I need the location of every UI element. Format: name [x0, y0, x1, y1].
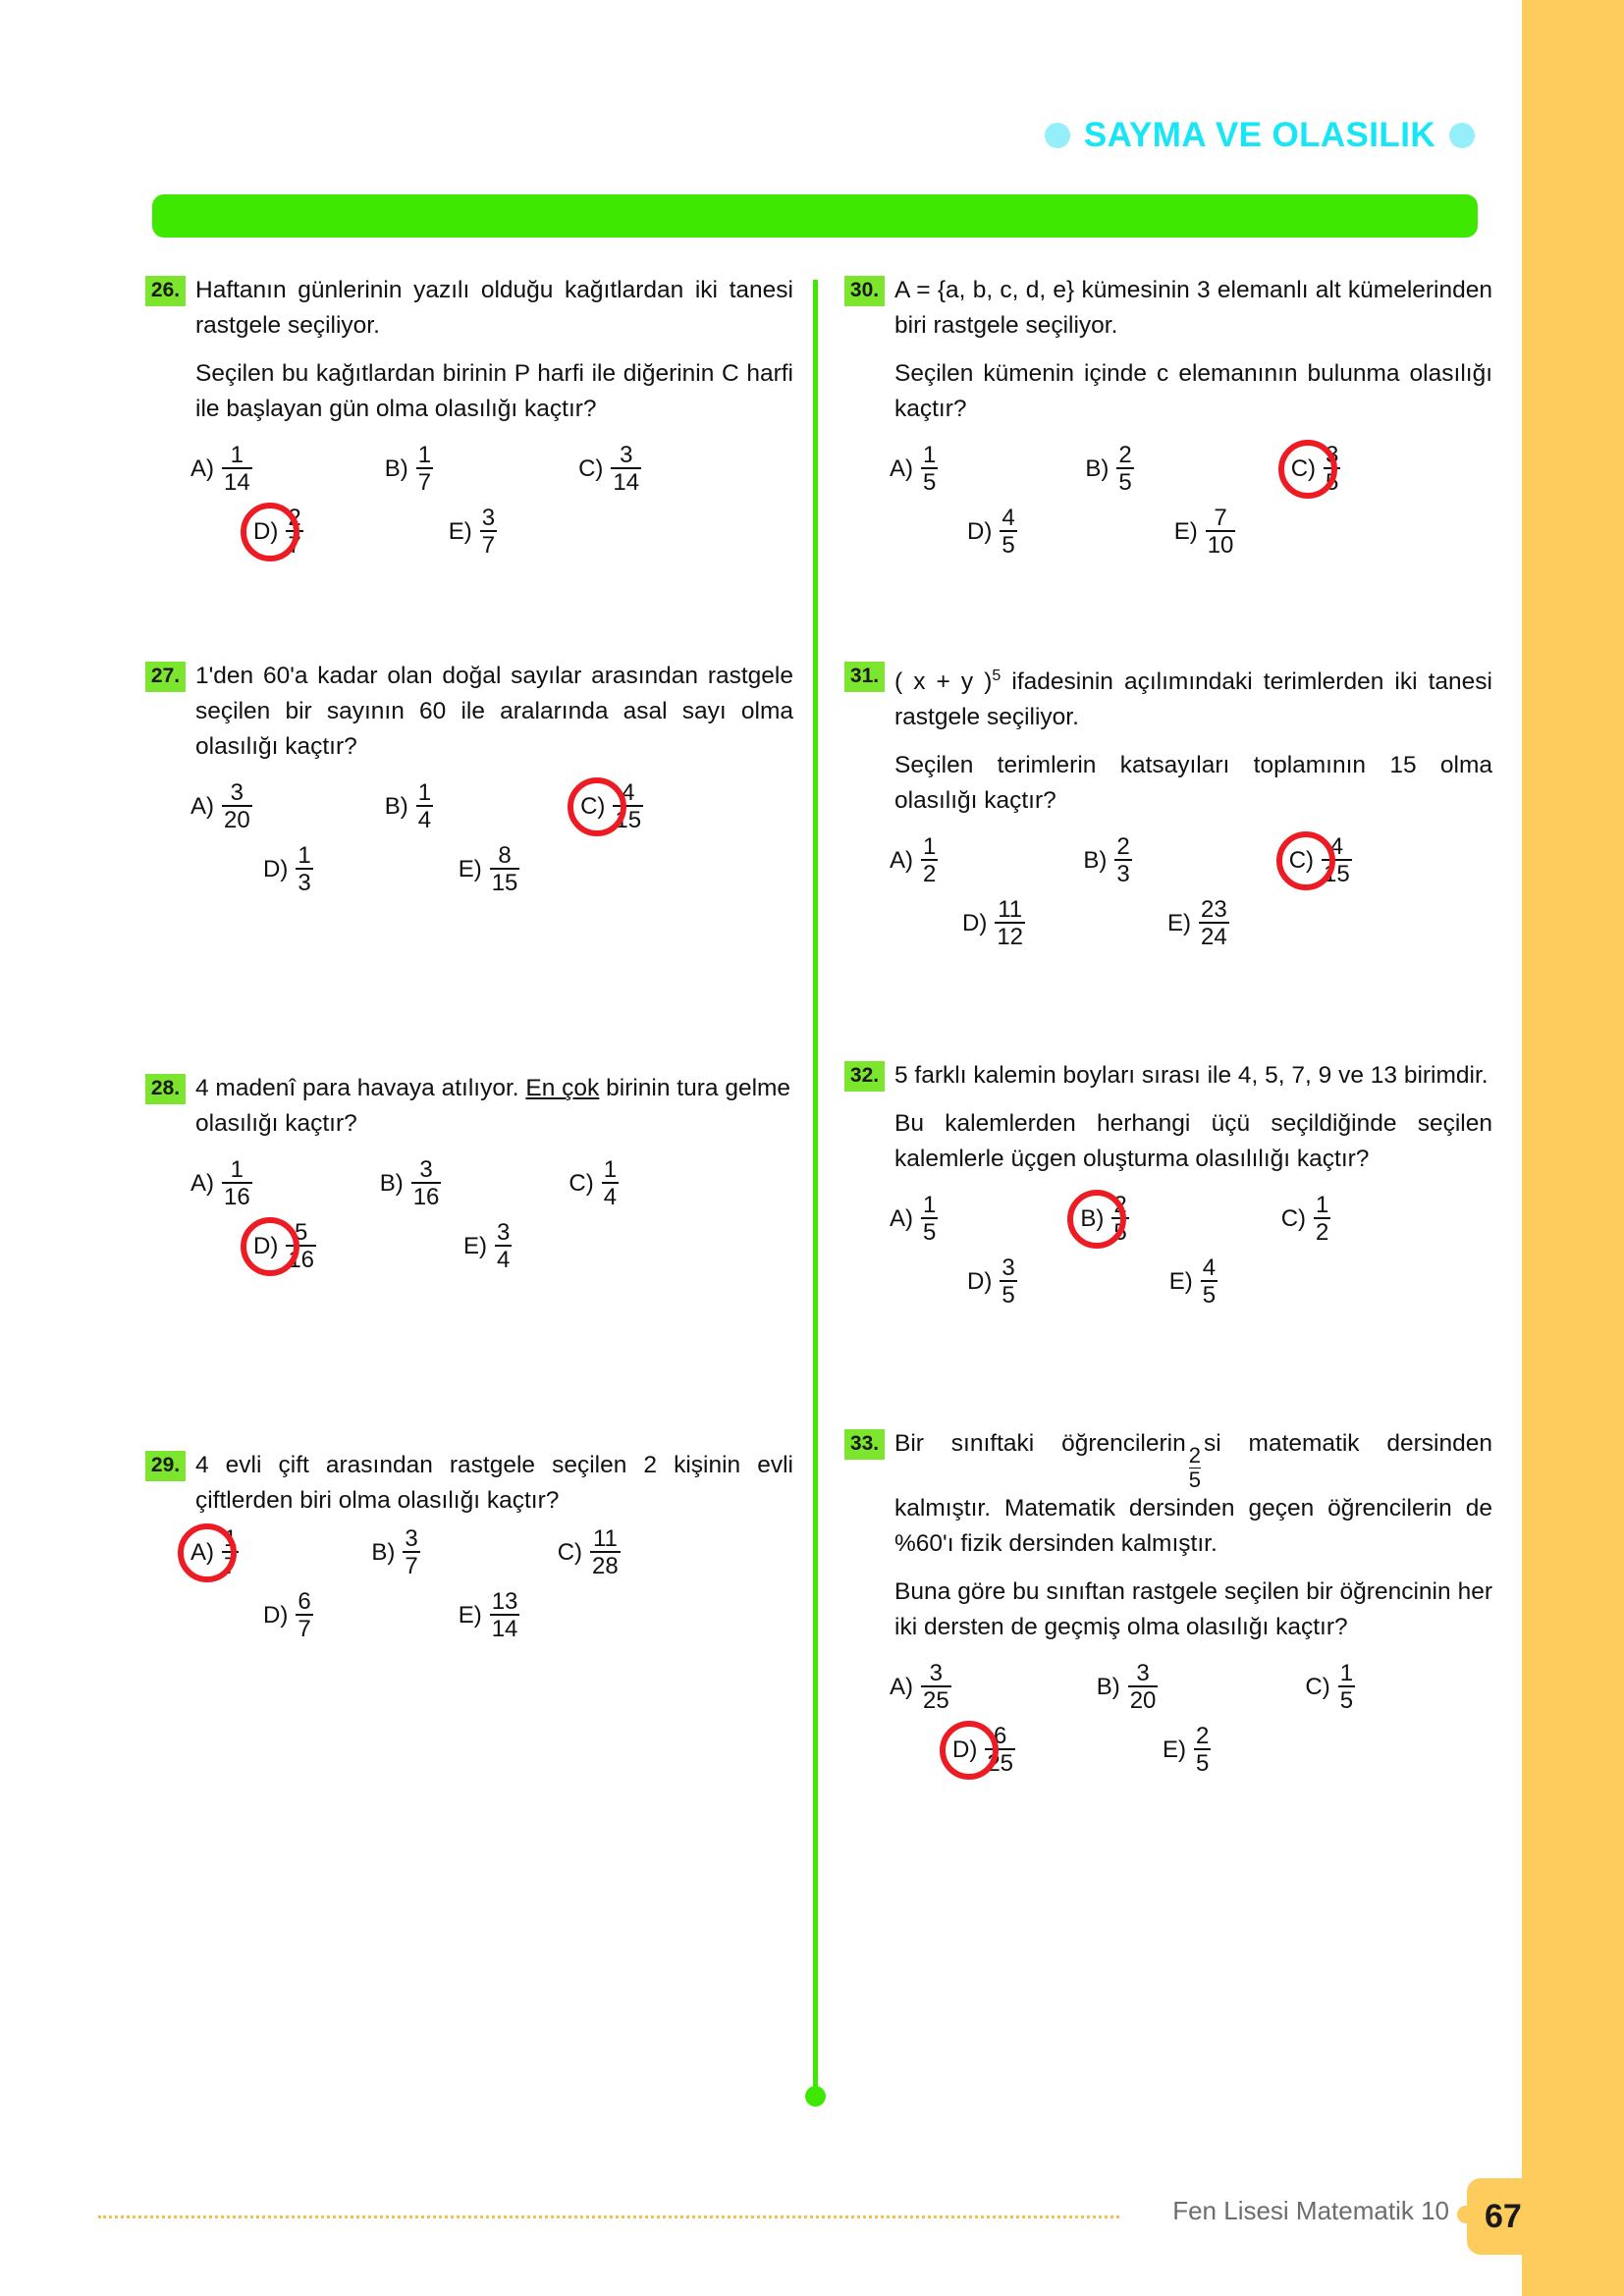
question-text: Buna göre bu sınıftan rastgele seçilen bir öğrencinin her iki dersten de geçmiş olma olasılığı kaçtır? — [894, 1578, 1492, 1641]
question-text — [195, 1071, 793, 1142]
answer-options — [145, 1526, 793, 1652]
option-c[interactable]: C) $\frac{1}{5}$ — [1305, 1660, 1354, 1715]
question-number-badge: 26. — [145, 276, 186, 306]
option-b[interactable]: B) $\frac{2}{5}$ — [1085, 442, 1132, 497]
question-33 — [844, 1426, 1492, 1787]
question-text — [894, 659, 1492, 735]
right-edge-band — [1522, 0, 1624, 2296]
option-c[interactable]: C) $\frac{3}{14}$ — [578, 442, 640, 497]
question-text: A = {a, b, c, d, e} kümesinin 3 elemanlı alt kümelerinden biri rastgele seçiliyor. — [894, 277, 1492, 339]
option-e[interactable]: E) $\frac{3}{4}$ — [463, 1219, 511, 1274]
question-29 — [145, 1448, 793, 1652]
question-number-badge: 29. — [145, 1451, 186, 1481]
option-d[interactable]: D) $\frac{11}{12}$ — [962, 896, 1024, 951]
question-number-badge: 27. — [145, 662, 186, 692]
option-a[interactable]: A) $\frac{1}{5}$ — [890, 1192, 937, 1247]
option-b[interactable]: B) $\frac{2}{3}$ — [1083, 833, 1130, 888]
option-c[interactable]: C) $\frac{3}{5}$ — [1290, 442, 1339, 497]
question-number-badge: 32. — [844, 1061, 885, 1092]
question-number-badge: 31. — [844, 662, 885, 692]
option-e[interactable]: E) $\frac{4}{5}$ — [1168, 1255, 1217, 1309]
answer-options — [844, 834, 1492, 960]
question-number-badge: 28. — [145, 1074, 186, 1104]
option-c[interactable]: C) $\frac{4}{15}$ — [1288, 833, 1350, 888]
question-text-part2: birinin tura gelme olasılığı kaçtır? — [195, 1075, 791, 1137]
answer-options — [145, 1157, 793, 1283]
column-divider — [813, 280, 818, 2094]
column-divider-end-dot-icon — [805, 2086, 826, 2107]
option-d[interactable]: D) $\frac{4}{5}$ — [967, 505, 1015, 560]
answer-options — [145, 443, 793, 568]
option-c[interactable]: C) $\frac{4}{15}$ — [580, 779, 642, 834]
header-dot-left-icon — [1045, 123, 1070, 148]
inline-fraction: $\frac{2}{5}$ — [1188, 1443, 1201, 1492]
question-text: 5 farklı kalemin boyları sırası ile 4, 5, 7, 9 ve 13 birimdir. — [894, 1062, 1489, 1090]
answer-options — [844, 1661, 1492, 1787]
option-a[interactable]: A) $\frac{1}{5}$ — [890, 442, 937, 497]
binomial-exponent: 5 — [992, 667, 1001, 684]
option-c[interactable]: C) $\frac{1}{4}$ — [568, 1156, 618, 1211]
option-d[interactable]: D) $\frac{6}{25}$ — [952, 1723, 1014, 1778]
question-text-part1: 4 madenî para havaya atılıyor. — [195, 1075, 526, 1101]
question-text: Seçilen terimlerin katsayıları toplamının 15 olma olasılığı kaçtır? — [894, 752, 1492, 815]
option-a[interactable]: A) $\frac{1}{16}$ — [190, 1156, 250, 1211]
option-a[interactable]: A) $\frac{3}{25}$ — [890, 1660, 949, 1715]
question-text: 1'den 60'a kadar olan doğal sayılar arasından rastgele seçilen bir sayının 60 ile aralarında asal sayı olma olasılığı kaçtır? — [195, 663, 793, 760]
option-b[interactable]: B) $\frac{3}{16}$ — [379, 1156, 440, 1211]
option-a[interactable]: A) $\frac{1}{2}$ — [890, 833, 937, 888]
option-a[interactable]: A) $\frac{3}{20}$ — [190, 779, 250, 834]
question-text: Bu kalemlerden herhangi üçü seçildiğinde seçilen kalemlerle üçgen oluşturma olasılılığı kaçtır? — [894, 1110, 1492, 1173]
option-d[interactable]: D) $\frac{3}{5}$ — [967, 1255, 1015, 1309]
option-c[interactable]: C) $\frac{11}{28}$ — [557, 1525, 619, 1580]
question-text — [894, 1426, 1492, 1562]
question-text-rest: ifadesinin açılımındaki terimlerden iki tanesi rastgele seçiliyor. — [894, 668, 1492, 731]
option-e[interactable]: E) $\frac{8}{15}$ — [458, 842, 518, 897]
answer-options — [145, 780, 793, 906]
right-column — [844, 273, 1492, 1787]
book-title: Fen Lisesi Matematik 10 — [1172, 2196, 1449, 2225]
option-a[interactable]: A) $\frac{1}{7}$ — [190, 1525, 238, 1580]
option-e[interactable]: E) $\frac{7}{10}$ — [1173, 505, 1234, 560]
page-title: SAYMA VE OLASILIK — [1083, 116, 1435, 154]
option-e[interactable]: E) $\frac{13}{14}$ — [458, 1588, 518, 1643]
option-b[interactable]: B) $\frac{3}{7}$ — [371, 1525, 418, 1580]
answer-options — [844, 443, 1492, 568]
question-26 — [145, 273, 793, 568]
left-column — [145, 273, 793, 1652]
footer-dotted-rule — [98, 2216, 1119, 2218]
option-b[interactable]: B) $\frac{2}{5}$ — [1080, 1192, 1127, 1247]
question-27 — [145, 659, 793, 906]
question-28 — [145, 1071, 793, 1283]
option-e[interactable]: E) $\frac{23}{24}$ — [1167, 896, 1227, 951]
question-number-badge: 30. — [844, 276, 885, 306]
option-d[interactable]: D) $\frac{1}{3}$ — [263, 842, 311, 897]
page-number: 67 — [1485, 2197, 1522, 2235]
question-text-post: si matematik dersinden kalmıştır. Matematik dersinden geçen öğrencilerin de %60'ı fizik dersinden kalmıştır. — [894, 1430, 1492, 1558]
option-e[interactable]: E) $\frac{3}{7}$ — [448, 505, 496, 560]
question-32 — [844, 1058, 1492, 1318]
binomial-expression: ( x + y ) — [894, 668, 993, 696]
question-number-badge: 33. — [844, 1429, 885, 1460]
option-b[interactable]: B) $\frac{1}{4}$ — [384, 779, 432, 834]
option-a[interactable]: A) $\frac{1}{14}$ — [190, 442, 250, 497]
page-header — [0, 116, 1492, 155]
answer-options — [844, 1193, 1492, 1318]
header-dot-right-icon — [1449, 123, 1475, 148]
question-31 — [844, 659, 1492, 960]
question-text: Seçilen bu kağıtlardan birinin P harfi ile diğerinin C harfi ile başlayan gün olma olasılığı kaçtır? — [195, 360, 793, 422]
option-b[interactable]: B) $\frac{1}{7}$ — [384, 442, 432, 497]
option-e[interactable]: E) $\frac{2}{5}$ — [1163, 1723, 1210, 1778]
option-d[interactable]: D) $\frac{5}{16}$ — [253, 1219, 315, 1274]
page-number-box — [1467, 2178, 1624, 2255]
page-footer — [0, 2139, 1624, 2296]
question-text-pre: Bir sınıftaki öğrencilerin — [894, 1430, 1186, 1458]
green-header-bar — [152, 194, 1478, 238]
option-d[interactable]: D) $\frac{2}{7}$ — [253, 505, 301, 560]
option-d[interactable]: D) $\frac{6}{7}$ — [263, 1588, 311, 1643]
question-emphasis: En çok — [525, 1075, 600, 1101]
option-c[interactable]: C) $\frac{1}{2}$ — [1280, 1192, 1329, 1247]
option-b[interactable]: B) $\frac{3}{20}$ — [1096, 1660, 1157, 1715]
question-text: Seçilen kümenin içinde c elemanının bulunma olasılığı kaçtır? — [894, 360, 1492, 422]
question-30 — [844, 273, 1492, 568]
question-text: 4 evli çift arasından rastgele seçilen 2 kişinin evli çiftlerden biri olma olasılığı kaçtır? — [195, 1452, 793, 1514]
question-text: Haftanın günlerinin yazılı olduğu kağıtlardan iki tanesi rastgele seçiliyor. — [195, 277, 793, 339]
